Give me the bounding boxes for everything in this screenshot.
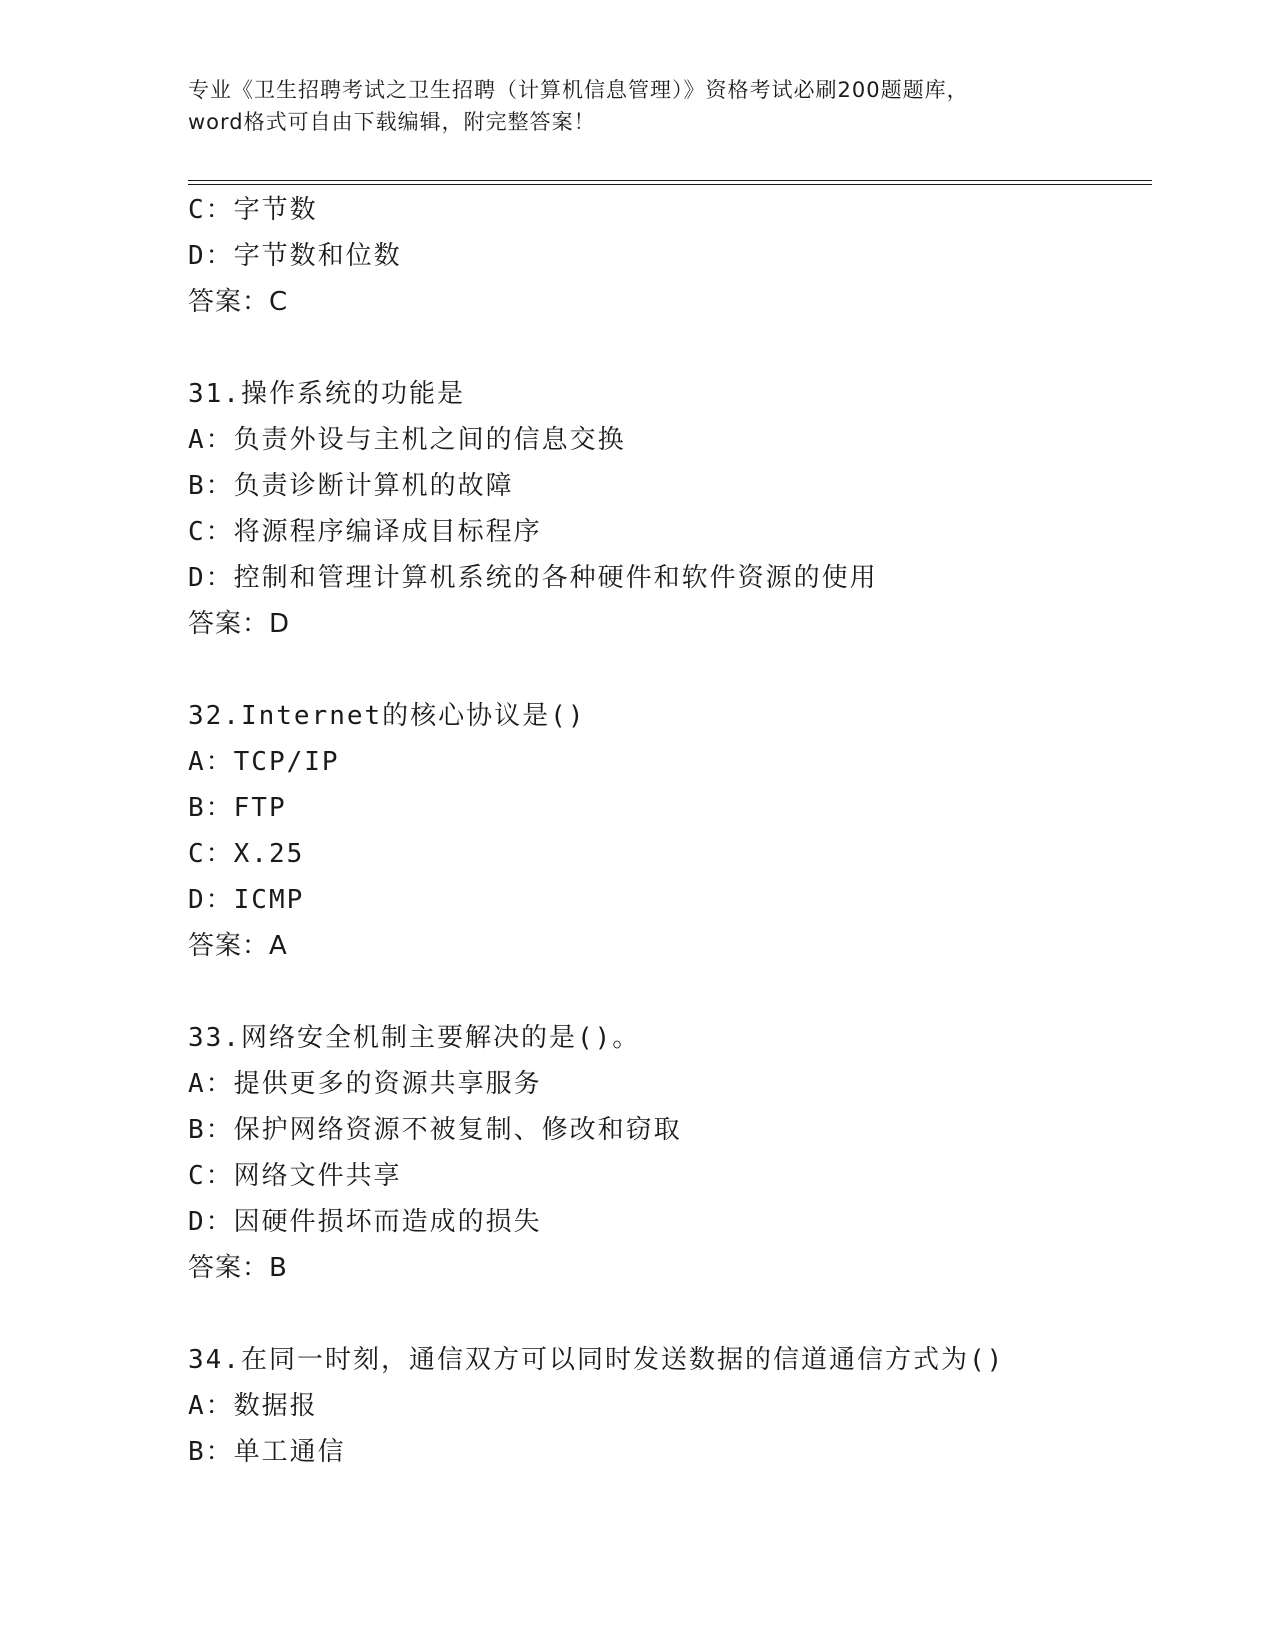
option-line: B：保护网络资源不被复制、修改和窃取 bbox=[188, 1115, 682, 1145]
answer-line: 答案：D bbox=[188, 609, 291, 639]
option-line: C：将源程序编译成目标程序 bbox=[188, 517, 542, 547]
option-line: A：TCP/IP bbox=[188, 747, 340, 777]
option-line: B：FTP bbox=[188, 793, 287, 823]
option-line: D：控制和管理计算机系统的各种硬件和软件资源的使用 bbox=[188, 563, 878, 593]
document-header bbox=[188, 74, 1088, 138]
header-divider-bottom bbox=[188, 184, 1152, 185]
header-title-line2: word格式可自由下载编辑，附完整答案！ bbox=[188, 110, 596, 134]
option-line: A：提供更多的资源共享服务 bbox=[188, 1069, 542, 1099]
question-line: 32.Internet的核心协议是() bbox=[188, 701, 586, 731]
option-line: B：负责诊断计算机的故障 bbox=[188, 471, 514, 501]
option-line: D：字节数和位数 bbox=[188, 241, 402, 271]
question-line: 34.在同一时刻，通信双方可以同时发送数据的信道通信方式为() bbox=[188, 1345, 1005, 1375]
answer-line: 答案：B bbox=[188, 1253, 288, 1283]
question-line: 31.操作系统的功能是 bbox=[188, 379, 465, 409]
header-divider-top bbox=[188, 180, 1152, 181]
header-title-line1: 专业《卫生招聘考试之卫生招聘（计算机信息管理）》资格考试必刷200题题库， bbox=[188, 78, 969, 102]
answer-line: 答案：A bbox=[188, 931, 288, 961]
option-line: A：负责外设与主机之间的信息交换 bbox=[188, 425, 626, 455]
option-line: C：X.25 bbox=[188, 839, 305, 869]
option-line: C：字节数 bbox=[188, 195, 318, 225]
option-line: B：单工通信 bbox=[188, 1437, 346, 1467]
option-line: D：ICMP bbox=[188, 885, 305, 915]
answer-line: 答案：C bbox=[188, 287, 289, 317]
question-line: 33.网络安全机制主要解决的是()。 bbox=[188, 1023, 641, 1053]
option-line: A：数据报 bbox=[188, 1391, 318, 1421]
option-line: D：因硬件损坏而造成的损失 bbox=[188, 1207, 542, 1237]
option-line: C：网络文件共享 bbox=[188, 1161, 402, 1191]
